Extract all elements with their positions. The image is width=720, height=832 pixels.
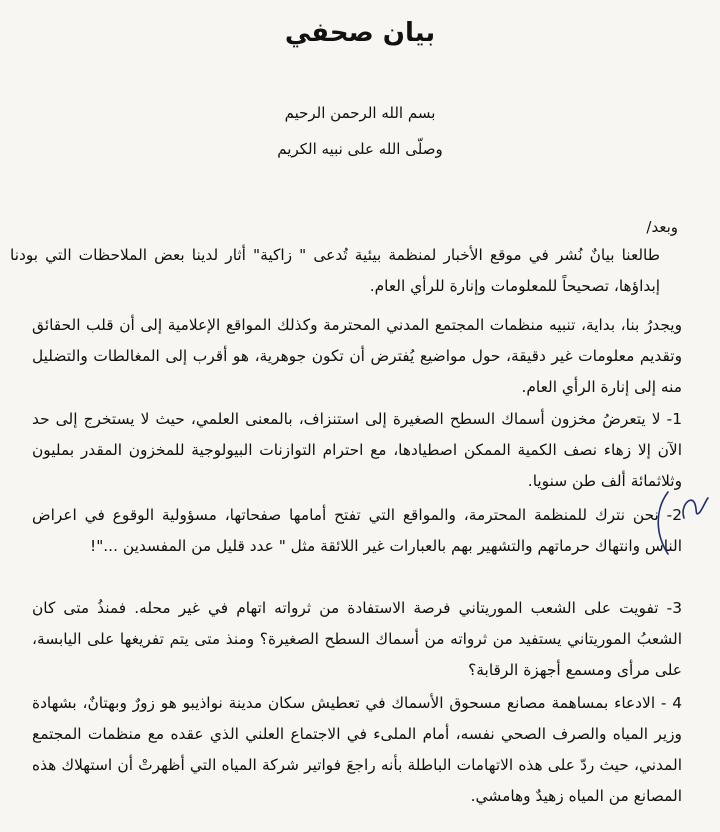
basmala: بسم الله الرحمن الرحيم: [284, 104, 436, 122]
paragraph-wayajdur: ويجدرُ بنا، بداية، تنبيه منظمات المجتمع المدني المحترمة وكذلك المواقع الإعلامية إلى أن قلب الحقائق وتقديم معلومات غير دقيقة، حول مواضيع يُفترض أن تكون جوهرية، هو أقرب إلى المغالطات والتضليل منه إلى إنارة الرأي العام.: [32, 316, 682, 396]
salat-line: وصلّى الله على نبيه الكريم: [277, 140, 443, 158]
document-title: بيان صحفي: [284, 18, 436, 48]
paragraph-intro: طالعنا بيانٌ نُشر في موقع الأخبار لمنظمة بيئية تُدعى " زاكية" أثار لدينا بعض الملاحظات التي بودنا إبداؤها، تصحيحاً للمعلومات وإنارة للرأي العام.: [10, 246, 660, 295]
paragraph-point-3: 3- تفويت على الشعب الموريتاني فرصة الاستفادة من ثرواته اتهام في غير محله. فمنذُ متى كان الشعبُ الموريتاني يستفيد من ثرواته من أسماك السطح الصغيرة؟ ومنذ متى يتم تفريغها على اليابسة، على مرأى ومسمع أجهزة الرقابة؟: [32, 599, 682, 679]
paragraph-point-2: 2- نحن نترك للمنظمة المحترمة، والمواقع التي تفتح أمامها صفحاتها، مسؤولية الوقوع في اعراض الناس وانتهاك حرماتهم والتشهير بهم بالعبارات غير اللائقة مثل " عدد قليل من المفسدين ..."!: [32, 506, 682, 555]
handwritten-bracket-mark-icon: [650, 488, 710, 556]
opening-word: وبعد/: [646, 218, 678, 236]
paragraph-point-4: 4 - الادعاء بمساهمة مصانع مسحوق الأسماك في تعطيش سكان مدينة نواذيبو هو زورٌ وبهتانٌ، بشهادة وزير المياه والصرف الصحي نفسه، أمام الملىء في الاجتماع العلني الذي عقده مع منظمات المجتمع المدني، حيث ردّ على هذه الاتهامات الباطلة بأنه راجعَ فواتير شركة المياه التي أظهرتْ أن استهلاك هذه المصانع من المياه زهيدٌ وهامشي.: [32, 694, 682, 805]
paragraph-point-1: 1- لا يتعرضُ مخزون أسماك السطح الصغيرة إلى استنزاف، بالمعنى العلمي، حيث لا يستخرج إلى حد الآن إلا زهاء نصف الكمية الممكن اصطيادها، مع احترام التوازنات البيولوجية للمخزون المقدر بمليون وثلاثمائة ألف طن سنويا.: [32, 410, 682, 490]
